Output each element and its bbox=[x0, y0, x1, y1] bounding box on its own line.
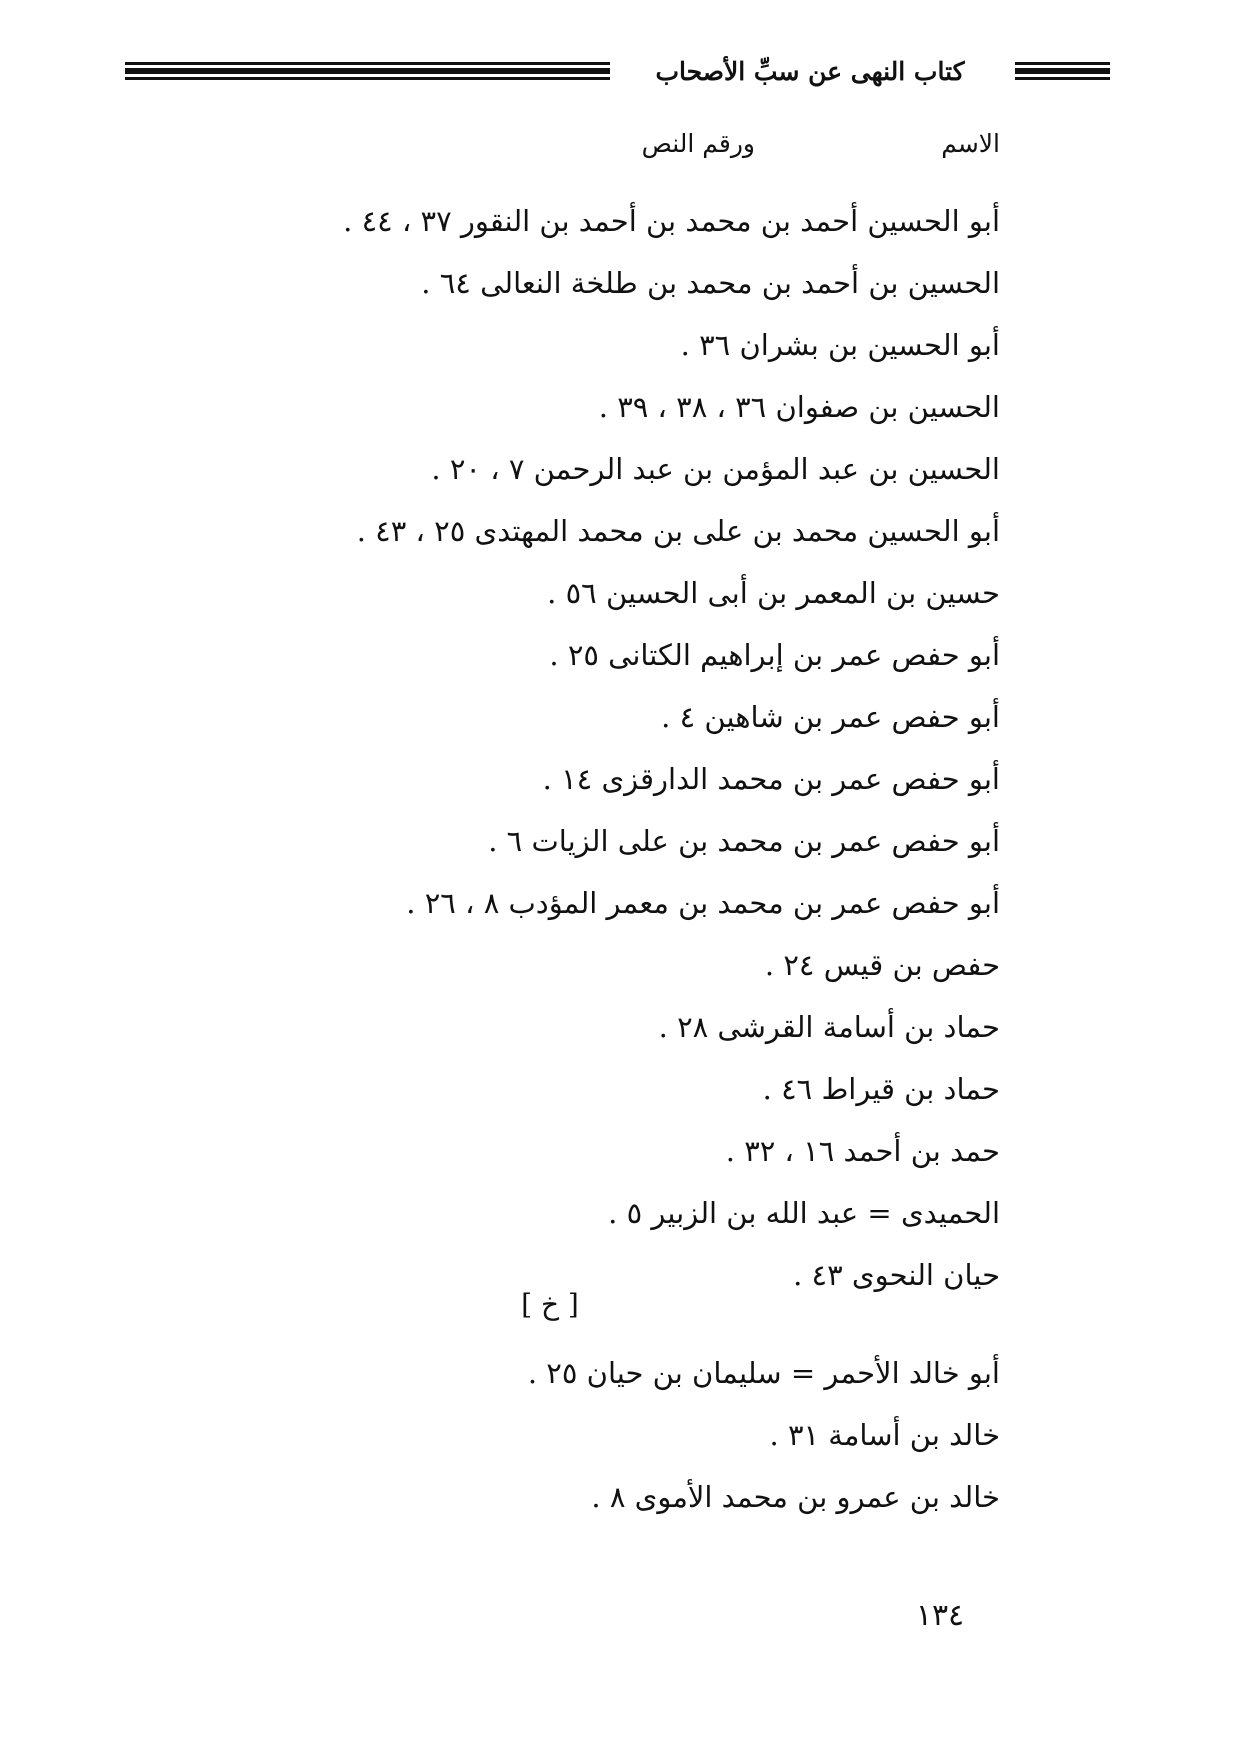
index-entry: حسين بن المعمر بن أبى الحسين ٥٦ . bbox=[547, 576, 1000, 610]
index-entry: أبو حفص عمر بن محمد بن على الزيات ٦ . bbox=[488, 824, 1000, 858]
index-entries-kha bbox=[200, 1342, 1000, 1528]
index-entry: أبو حفص عمر بن محمد الدارقزى ١٤ . bbox=[542, 762, 1000, 796]
index-entry: حفص بن قيس ٢٤ . bbox=[764, 948, 1000, 982]
page-number: ١٣٤ bbox=[915, 1598, 965, 1633]
index-entries bbox=[200, 190, 1000, 1306]
index-entry: أبو حفص عمر بن إبراهيم الكتانى ٢٥ . bbox=[549, 638, 1000, 672]
running-title: كتاب النهى عن سبِّ الأصحاب bbox=[655, 57, 965, 86]
running-header bbox=[125, 52, 1110, 94]
index-entry: أبو حفص عمر بن محمد بن معمر المؤدب ٨ ، ٢٦ . bbox=[406, 886, 1000, 920]
index-entry: الحميدى = عبد الله بن الزبير ٥ . bbox=[608, 1196, 1000, 1230]
index-entry: أبو الحسين أحمد بن محمد بن أحمد بن النقور ٣٧ ، ٤٤ . bbox=[343, 204, 1000, 238]
index-entry: حماد بن قيراط ٤٦ . bbox=[762, 1072, 1000, 1106]
section-letter-heading: [ خ ] bbox=[521, 1288, 579, 1321]
index-entry: الحسين بن صفوان ٣٦ ، ٣٨ ، ٣٩ . bbox=[598, 390, 1000, 424]
index-entry: أبو الحسين محمد بن على بن محمد المهتدى ٢٥ ، ٤٣ . bbox=[356, 514, 1000, 548]
index-entry: أبو الحسين بن بشران ٣٦ . bbox=[680, 328, 1000, 362]
header-rule-left bbox=[125, 62, 610, 80]
header-rule-right bbox=[1015, 62, 1110, 80]
index-entry: الحسين بن أحمد بن محمد بن طلخة النعالى ٦٤ . bbox=[421, 266, 1000, 300]
column-heading-name: الاسم bbox=[941, 129, 1000, 158]
index-entry: خالد بن أسامة ٣١ . bbox=[769, 1418, 1000, 1452]
column-heading-number: ورقم النص bbox=[641, 129, 755, 158]
index-entry: أبو خالد الأحمر = سليمان بن حيان ٢٥ . bbox=[527, 1356, 1000, 1390]
index-entry: حمد بن أحمد ١٦ ، ٣٢ . bbox=[725, 1134, 1000, 1168]
index-entry: حيان النحوى ٤٣ . bbox=[793, 1258, 1000, 1292]
index-entry: الحسين بن عبد المؤمن بن عبد الرحمن ٧ ، ٢٠ . bbox=[431, 452, 1000, 486]
index-entry: حماد بن أسامة القرشى ٢٨ . bbox=[658, 1010, 1000, 1044]
index-entry: أبو حفص عمر بن شاهين ٤ . bbox=[661, 700, 1000, 734]
index-entry: خالد بن عمرو بن محمد الأموى ٨ . bbox=[591, 1480, 1000, 1514]
